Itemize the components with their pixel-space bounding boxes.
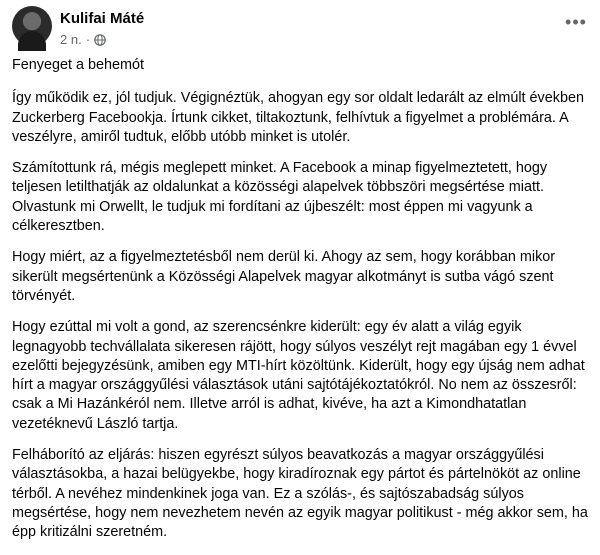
avatar-silhouette: [18, 31, 46, 51]
post-meta: [60, 32, 106, 47]
post-header: [12, 6, 588, 46]
more-options-icon[interactable]: •••: [565, 11, 587, 32]
meta-separator: ·: [85, 32, 91, 47]
author-name[interactable]: Kulifai Máté: [60, 10, 145, 27]
globe-icon[interactable]: [94, 34, 106, 46]
post-time[interactable]: 2 n.: [60, 32, 82, 47]
avatar[interactable]: [12, 6, 52, 46]
post-paragraph-1: Így működik ez, jól tudjuk. Végignéztük, ahogyan egy sor oldalt ledarált az elmúlt években Zuckerberg Facebookja. Írtunk cikket, tiltakoztunk, felhívtuk a figyelmet a problémára. A veszélyre, amiről tudtuk, előbb utóbb minket is utolér.: [12, 90, 584, 145]
post-paragraph-2: Számítottunk rá, mégis meglepett minket. A Facebook a minap figyelmeztetett, hogy teljesen letilthatják az oldalunkat a közösségi alapelvek többszöri megsértése miatt. Olvastunk mi Orwellt, le tudjuk mi fordítani az újbeszélt: most éppen mi vagyunk a célkeresztben.: [12, 160, 548, 235]
post-paragraph-3: Hogy miért, az a figyelmeztetésből nem derül ki. Ahogy az sem, hogy korábban mikor sikerült megsértenünk a Közösségi Alapelvek magyar alkotmányt is sutba vágó szent törvényét.: [12, 249, 556, 304]
post-title: Fenyeget a behemót: [12, 57, 145, 73]
post-body: [12, 56, 592, 555]
post-paragraph-5: Felháborító az eljárás: hiszen egyrészt súlyos beavatkozás a magyar országgyűlési választásokba, a hazai belügyekbe, hogy kiradíroznak egy pártot és pártelnököt az online térből. A nevéhez mindenkinek joga van. Ez a szólás-, és sajtószabadság súlyos megsértése, hogy nem nevezhetem nevén az egyik magyar politikust - még akkor sem, ha épp kritizálni szeretném.: [12, 447, 588, 541]
post-paragraph-4: Hogy ezúttal mi volt a gond, az szerencsénkre kiderült: egy év alatt a világ egyik legnagyobb techvállalata sikeresen rájött, hogy súlyos veszélyt rejt magában egy 1 évvel ezelőtti bejegyzésünk, amiben egy MTI-hírt közöltünk. Kiderült, hogy egy újság nem adhat hírt a magyar országgyűlési választások utáni sajtótájékoztatókról. No nem az összesről: csak a Mi Hazánkéról nem. Illetve arról is adhat, kivéve, ha azt a Kimondhatatlan vezetéknevű László tartja.: [12, 319, 585, 432]
